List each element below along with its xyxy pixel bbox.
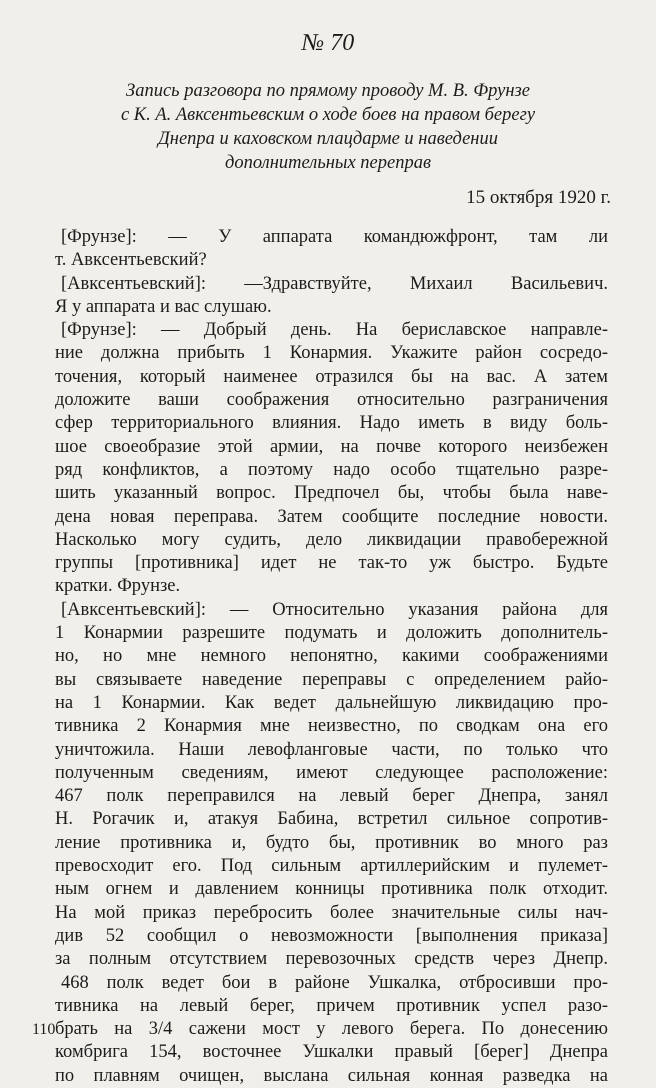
text-line: [Авксентьевский]: — Относительно указания района для xyxy=(61,599,608,620)
document-number: № 70 xyxy=(301,30,355,56)
text-line: уничтожила. Наши левофланговые части, по только что xyxy=(55,739,608,760)
text-line: Я у аппарата и вас слушаю. xyxy=(55,296,272,317)
text-line: ние должна прибыть 1 Конармия. Укажите район сосредо- xyxy=(55,343,608,364)
title-line: Запись разговора по прямому проводу М. В. Фрунзе xyxy=(126,81,530,101)
text-line: 1 Конармии разрешите подумать и доложить дополнитель- xyxy=(55,623,608,644)
text-line: Н. Рогачик и, атакуя Бабина, встретил сильное сопротив- xyxy=(55,809,608,830)
text-line: На мой приказ перебросить более значительные силы нач- xyxy=(55,902,608,923)
text-line: Насколько могу судить, дело ликвидации правобережной xyxy=(55,529,608,550)
text-line: доложите ваши соображения относительно разграничения xyxy=(55,390,608,411)
text-line: на 1 Конармии. Как ведет дальнейшую ликвидацию про- xyxy=(55,692,608,713)
page-number: 110 xyxy=(32,1021,56,1038)
text-line: шить указанный вопрос. Предпочел бы, чтобы была наве- xyxy=(55,483,608,504)
text-line: тивника на левый берег, причем противник успел разо- xyxy=(55,995,608,1016)
text-line: полученным сведениям, имеют следующее расположение: xyxy=(55,762,608,783)
text-line: ряд конфликтов, а поэтому надо особо тщательно разре- xyxy=(55,459,608,480)
document-date: 15 октября 1920 г. xyxy=(466,187,611,208)
text-line: группы [противника] идет не так-то уж быстро. Будьте xyxy=(55,553,608,574)
text-line: [Фрунзе]: — У аппарата командюжфронт, там ли xyxy=(61,227,608,247)
text-line: [Фрунзе]: — Добрый день. На бериславское направле- xyxy=(61,320,608,341)
conversation-body xyxy=(55,226,608,1088)
text-line: 468 полк ведет бои в районе Ушкалка, отбросивши про- xyxy=(61,972,608,993)
text-line: шое своеобразие этой армии, на почве которого неизбежен xyxy=(55,436,608,457)
text-line: по плавням очищен, выслана сильная конная разведка на xyxy=(55,1065,608,1086)
title-line: дополнительных переправ xyxy=(225,153,431,173)
text-line: 467 полк переправился на левый берег Днепра, занял xyxy=(55,786,608,807)
text-line: но, но мне немного непонятно, какими соображениями xyxy=(55,646,608,667)
text-line: дена новая переправа. Затем сообщите последние новости. xyxy=(55,506,608,527)
document-title xyxy=(40,79,616,175)
title-line: Днепра и каховском плацдарме и наведении xyxy=(158,129,498,149)
text-line: за полным отсутствием перевозочных средств через Днепр. xyxy=(55,949,608,970)
text-line: тивника 2 Конармия мне неизвестно, по сводкам она его xyxy=(55,716,608,737)
text-line: брать на 3/4 сажени мост у левого берега. По донесению xyxy=(55,1019,608,1040)
text-line: точения, который наименее отразился бы на вас. А затем xyxy=(55,366,608,387)
text-line: превосходит его. Под сильным артиллерийским и пулемет- xyxy=(55,856,608,877)
text-line: ным огнем и давлением конницы противника полк отходит. xyxy=(55,879,608,900)
text-line: ление противника и, будто бы, противник во много раз xyxy=(55,832,608,853)
title-line: с К. А. Авксентьевским о ходе боев на правом берегу xyxy=(120,105,536,125)
text-line: комбрига 154, восточнее Ушкалки правый [берег] Днепра xyxy=(55,1042,608,1063)
text-line: вы связываете наведение переправы с определением райо- xyxy=(55,669,608,690)
text-line: сфер территориального влияния. Надо иметь в виду боль- xyxy=(55,413,608,434)
text-line: [Авксентьевский]: —Здравствуйте, Михаил Васильевич. xyxy=(61,273,608,294)
text-line: див 52 сообщил о невозможности [выполнения приказа] xyxy=(55,925,608,946)
text-line: т. Авксентьевский? xyxy=(55,250,207,271)
text-line: кратки. Фрунзе. xyxy=(55,576,181,597)
